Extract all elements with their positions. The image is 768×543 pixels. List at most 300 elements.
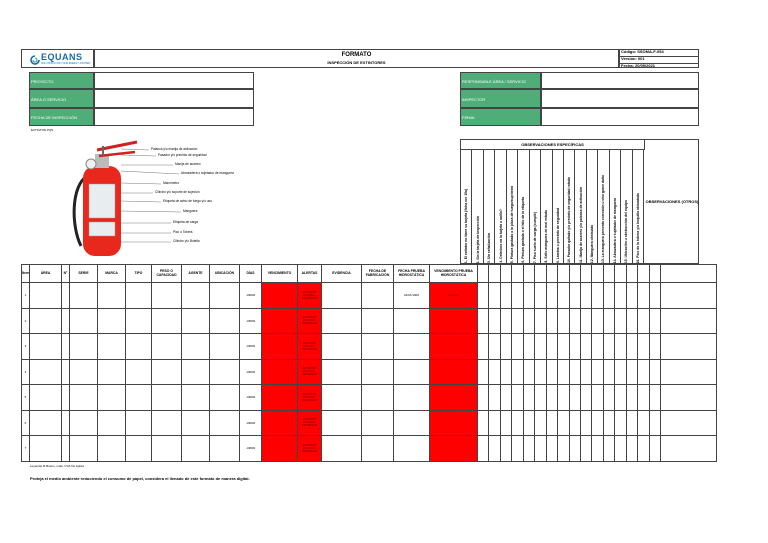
obs-cell[interactable]: [603, 359, 614, 385]
obs-cell[interactable]: [500, 283, 511, 309]
table-cell[interactable]: [62, 359, 70, 385]
table-row: [22, 359, 717, 385]
obs-cell[interactable]: [603, 385, 614, 411]
cell-fecha-ph[interactable]: [394, 410, 430, 436]
table-cell[interactable]: [126, 436, 152, 462]
obs-cell[interactable]: [638, 283, 649, 309]
table-cell[interactable]: [70, 359, 98, 385]
obs-cell[interactable]: [535, 334, 546, 360]
column-header: MARCA: [98, 265, 126, 283]
obs-cell[interactable]: [569, 308, 580, 334]
column-header: ALERTAS: [298, 265, 322, 283]
table-cell[interactable]: [152, 385, 182, 411]
table-cell[interactable]: [322, 308, 362, 334]
table-row: [22, 308, 717, 334]
obs-cell[interactable]: [535, 410, 546, 436]
table-cell[interactable]: [210, 385, 240, 411]
table-cell[interactable]: [210, 308, 240, 334]
obs-cell[interactable]: [569, 359, 580, 385]
obs-cell[interactable]: [569, 436, 580, 462]
table-cell[interactable]: [362, 410, 394, 436]
cell-venc-ph: [430, 385, 478, 411]
obs-cell[interactable]: [603, 283, 614, 309]
header-spacer: [580, 265, 591, 283]
table-row: [22, 334, 717, 360]
cell-fecha-ph[interactable]: [394, 308, 430, 334]
obs-cell[interactable]: [661, 436, 717, 462]
obs-cell[interactable]: [649, 334, 660, 360]
obs-cell[interactable]: [649, 308, 660, 334]
column-header: VENCIMIENTO PRUEBA HIDROSTÁTICA: [430, 265, 478, 283]
cell-fecha-ph[interactable]: 01/01/1900: [394, 283, 430, 309]
obs-cell[interactable]: [546, 385, 557, 411]
obs-column-header: [575, 149, 586, 265]
obs-column-label: 5. Pintura gastada o la placa de fuego/suprimirá: [509, 185, 514, 263]
obs-cell[interactable]: [535, 283, 546, 309]
cell-item: 1: [22, 283, 30, 309]
table-cell[interactable]: [98, 410, 126, 436]
obs-column-header: [541, 149, 552, 265]
obs-cell[interactable]: [478, 308, 489, 334]
table-cell[interactable]: [126, 334, 152, 360]
obs-cell[interactable]: [569, 334, 580, 360]
table-cell[interactable]: [182, 308, 210, 334]
table-cell[interactable]: [322, 283, 362, 309]
obs-column-header: [461, 149, 472, 265]
header-spacer: [512, 265, 523, 283]
obs-cell[interactable]: [661, 308, 717, 334]
column-header: AGENTE: [182, 265, 210, 283]
column-header: EVIDENCIA: [322, 265, 362, 283]
cell-item: 7: [22, 436, 30, 462]
header-codes-cell: [619, 49, 699, 68]
cell-fecha-ph[interactable]: [394, 334, 430, 360]
obs-cell[interactable]: [546, 436, 557, 462]
table-cell[interactable]: [98, 334, 126, 360]
info-label-fecha: FECHA DE INSPECCIÓN: [29, 108, 94, 126]
diagram-label: Pico o Tobera: [173, 230, 193, 234]
table-cell[interactable]: [30, 359, 62, 385]
obs-cell[interactable]: [478, 436, 489, 462]
obs-cell[interactable]: [546, 308, 557, 334]
obs-cell[interactable]: [615, 436, 626, 462]
obs-cell[interactable]: [535, 385, 546, 411]
obs-cell[interactable]: [500, 308, 511, 334]
cell-dias: -43832: [240, 436, 262, 462]
table-cell[interactable]: [126, 283, 152, 309]
table-cell[interactable]: [210, 436, 240, 462]
table-cell[interactable]: [322, 385, 362, 411]
obs-column-label: 15. Ubicación u obstrucción del equipo: [624, 199, 629, 263]
obs-column-header: [621, 149, 632, 265]
obs-cell[interactable]: [569, 385, 580, 411]
column-header: SERIE: [70, 265, 98, 283]
table-cell[interactable]: [70, 436, 98, 462]
obs-cell[interactable]: [546, 283, 557, 309]
obs-cell[interactable]: [535, 359, 546, 385]
cell-fecha-ph[interactable]: [394, 436, 430, 462]
table-cell[interactable]: [98, 436, 126, 462]
obs-cell[interactable]: [512, 283, 523, 309]
table-cell[interactable]: [70, 308, 98, 334]
diagram-label: Etiqueta de carga: [173, 220, 198, 224]
doc-code: Código: SSOMA-F-054: [620, 50, 698, 57]
obs-cell[interactable]: [523, 308, 534, 334]
obs-cell[interactable]: [478, 385, 489, 411]
obs-cell[interactable]: [603, 308, 614, 334]
obs-cell[interactable]: [558, 308, 569, 334]
obs-column-header: [564, 149, 575, 265]
table-cell[interactable]: [362, 385, 394, 411]
obs-cell[interactable]: [500, 334, 511, 360]
obs-cell[interactable]: [500, 359, 511, 385]
obs-cell[interactable]: [523, 334, 534, 360]
obs-cell[interactable]: [580, 334, 591, 360]
obs-cell[interactable]: [535, 308, 546, 334]
obs-cell[interactable]: [615, 334, 626, 360]
obs-cell[interactable]: [615, 410, 626, 436]
table-cell[interactable]: [362, 334, 394, 360]
cell-item: 6: [22, 410, 30, 436]
obs-cell[interactable]: [580, 410, 591, 436]
obs-cell[interactable]: [580, 308, 591, 334]
obs-cell[interactable]: [649, 410, 660, 436]
table-cell[interactable]: [30, 334, 62, 360]
cell-dias: -43832: [240, 385, 262, 411]
obs-cell[interactable]: [558, 436, 569, 462]
extinguisher-table: [21, 264, 717, 462]
cell-alerta: EXTINTOR VENCIDO - RECARGAR: [298, 410, 322, 436]
obs-cell[interactable]: [512, 334, 523, 360]
diagram-label: Manija de acarreo: [175, 162, 201, 166]
obs-cell[interactable]: [638, 308, 649, 334]
obs-cell[interactable]: [615, 359, 626, 385]
diagram-label: Etiqueta de aviso de fuego y/o uso: [163, 199, 212, 203]
cell-item: 3: [22, 334, 30, 360]
column-header: PESO O CAPACIDAD: [152, 265, 182, 283]
page-title: FORMATO: [341, 52, 372, 58]
obs-cell[interactable]: [638, 359, 649, 385]
table-row: [22, 283, 717, 309]
obs-cell[interactable]: [512, 385, 523, 411]
header-spacer: [500, 265, 511, 283]
obs-cell[interactable]: [489, 359, 500, 385]
obs-header-block: [460, 139, 699, 264]
obs-column-header: [507, 149, 518, 265]
column-header: FECHA PRUEBA HIDROSTÁTICA: [394, 265, 430, 283]
obs-cell[interactable]: [512, 359, 523, 385]
doc-version: Versión: 001: [620, 57, 698, 64]
table-cell[interactable]: [182, 410, 210, 436]
obs-cell[interactable]: [512, 308, 523, 334]
obs-cell[interactable]: [626, 359, 637, 385]
cell-venc-ph: [430, 410, 478, 436]
cell-fecha-ph[interactable]: [394, 385, 430, 411]
obs-cell[interactable]: [580, 436, 591, 462]
table-cell[interactable]: [30, 436, 62, 462]
header-title-cell: [94, 49, 619, 68]
obs-cell[interactable]: [615, 283, 626, 309]
obs-cell[interactable]: [523, 283, 534, 309]
obs-cell[interactable]: [478, 410, 489, 436]
obs-cell[interactable]: [558, 359, 569, 385]
table-cell[interactable]: [62, 308, 70, 334]
cell-alerta: EXTINTOR VENCIDO - RECARGAR: [298, 359, 322, 385]
table-cell[interactable]: [30, 308, 62, 334]
info-field-area[interactable]: [94, 89, 254, 108]
obs-cell[interactable]: [626, 283, 637, 309]
obs-cell[interactable]: [592, 283, 603, 309]
table-cell[interactable]: [322, 334, 362, 360]
obs-cell[interactable]: [546, 334, 557, 360]
obs-cell[interactable]: [569, 410, 580, 436]
obs-cell[interactable]: [649, 283, 660, 309]
cell-vencimiento[interactable]: [262, 436, 298, 462]
obs-cell[interactable]: [661, 359, 717, 385]
info-field-firma[interactable]: [541, 108, 699, 126]
table-cell[interactable]: [152, 334, 182, 360]
cell-item: 5: [22, 385, 30, 411]
obs-cell[interactable]: [661, 283, 717, 309]
obs-cell[interactable]: [489, 308, 500, 334]
obs-cell[interactable]: [661, 334, 717, 360]
header-spacer: [535, 265, 546, 283]
obs-cell[interactable]: [500, 436, 511, 462]
header-spacer: [489, 265, 500, 283]
table-cell[interactable]: [152, 308, 182, 334]
obs-cell[interactable]: [478, 334, 489, 360]
diagram-label: Abrazadera o sujetador de manguera: [181, 171, 234, 175]
obs-cell[interactable]: [592, 334, 603, 360]
obs-cell[interactable]: [638, 385, 649, 411]
cell-vencimiento[interactable]: [262, 283, 298, 309]
cell-fecha-ph[interactable]: [394, 359, 430, 385]
diagram-label: Manómetro: [163, 181, 180, 185]
obs-cell[interactable]: [500, 410, 511, 436]
obs-cell[interactable]: [546, 410, 557, 436]
table-cell[interactable]: [98, 385, 126, 411]
obs-column-label: 7. Piso suelo de carga (cumplir): [532, 211, 537, 263]
table-cell[interactable]: [62, 334, 70, 360]
header-spacer: [649, 265, 660, 283]
table-cell[interactable]: [62, 385, 70, 411]
column-header: FECHA DE FABRICACIÓN: [362, 265, 394, 283]
obs-column-header: [484, 149, 495, 265]
obs-cell[interactable]: [615, 308, 626, 334]
brand-tagline: SOLUTIONS FOR YOUR ENERGY JOURNEY: [41, 62, 91, 65]
diagram-label: Manguera: [183, 209, 198, 213]
brand-name: EQUANS: [41, 52, 83, 62]
obs-cell[interactable]: [592, 359, 603, 385]
cell-vencimiento[interactable]: [262, 359, 298, 385]
table-cell[interactable]: [182, 436, 210, 462]
obs-cell[interactable]: [626, 385, 637, 411]
obs-cell[interactable]: [580, 283, 591, 309]
table-cell[interactable]: [210, 410, 240, 436]
info-label-inspector: INSPECTOR: [460, 89, 541, 108]
obs-cell[interactable]: [478, 359, 489, 385]
obs-cell[interactable]: [489, 436, 500, 462]
obs-column-header: [518, 149, 529, 265]
obs-cell[interactable]: [523, 359, 534, 385]
obs-general-title: OBSERVACIONES (OTROS): [645, 199, 699, 205]
table-cell[interactable]: [30, 283, 62, 309]
cell-dias: -43832: [240, 359, 262, 385]
obs-cell[interactable]: [626, 334, 637, 360]
header-spacer: [546, 265, 557, 283]
obs-column-header: [587, 149, 598, 265]
table-cell[interactable]: [126, 359, 152, 385]
obs-cell[interactable]: [500, 385, 511, 411]
obs-cell[interactable]: [638, 334, 649, 360]
cell-venc-ph: [430, 436, 478, 462]
footer-note: Proteja el medio ambiente reduciendo el consumo de papel, considera el llenado de este formato de manera digital.: [30, 476, 250, 481]
obs-cell[interactable]: [638, 410, 649, 436]
obs-cell[interactable]: [638, 436, 649, 462]
obs-cell[interactable]: [626, 308, 637, 334]
info-field-inspector[interactable]: [541, 89, 699, 108]
obs-cell[interactable]: [603, 334, 614, 360]
info-label-proyecto: PROYECTO: [29, 72, 94, 89]
table-cell[interactable]: [362, 359, 394, 385]
header-spacer: [626, 265, 637, 283]
obs-cell[interactable]: [512, 436, 523, 462]
cell-dias: -43832: [240, 410, 262, 436]
table-cell[interactable]: [182, 334, 210, 360]
obs-cell[interactable]: [661, 385, 717, 411]
table-cell[interactable]: [152, 283, 182, 309]
obs-cell[interactable]: [603, 410, 614, 436]
info-field-proyecto[interactable]: [94, 72, 254, 89]
cell-vencimiento[interactable]: [262, 410, 298, 436]
cell-venc-ph: [430, 359, 478, 385]
table-cell[interactable]: [70, 334, 98, 360]
diagram-label: Cilindro y/o Botella: [173, 239, 200, 243]
header-spacer: [638, 265, 649, 283]
table-cell[interactable]: [362, 308, 394, 334]
table-cell[interactable]: [182, 385, 210, 411]
logo-icon: [30, 52, 40, 62]
table-cell[interactable]: [362, 436, 394, 462]
obs-cell[interactable]: [569, 283, 580, 309]
cell-venc-ph: [430, 308, 478, 334]
header-spacer: [615, 265, 626, 283]
table-cell[interactable]: [62, 283, 70, 309]
obs-cell[interactable]: [592, 308, 603, 334]
obs-column-header: [472, 149, 483, 265]
obs-column-label: 9. Lámina o precinto de seguridad: [555, 207, 560, 263]
table-cell[interactable]: [98, 283, 126, 309]
diagram-label: Palanca y/o manija de activación: [151, 147, 198, 151]
table-cell[interactable]: [152, 359, 182, 385]
table-cell[interactable]: [182, 359, 210, 385]
header-spacer: [523, 265, 534, 283]
obs-cell[interactable]: [489, 410, 500, 436]
table-cell[interactable]: [62, 410, 70, 436]
obs-column-header: [553, 149, 564, 265]
obs-cell[interactable]: [558, 334, 569, 360]
obs-cell[interactable]: [558, 385, 569, 411]
obs-column-label: 12. Manguera obstruida: [590, 224, 595, 263]
table-row: [22, 410, 717, 436]
table-cell[interactable]: [126, 308, 152, 334]
table-cell[interactable]: [362, 283, 394, 309]
cell-alerta: EXTINTOR VENCIDO - RECARGAR: [298, 334, 322, 360]
table-cell[interactable]: [182, 283, 210, 309]
obs-cell[interactable]: [649, 359, 660, 385]
obs-cell[interactable]: [478, 283, 489, 309]
table-cell[interactable]: [152, 436, 182, 462]
table-cell[interactable]: [98, 359, 126, 385]
cell-vencimiento[interactable]: [262, 385, 298, 411]
table-cell[interactable]: [62, 436, 70, 462]
obs-cell[interactable]: [512, 410, 523, 436]
obs-column-label: 6. Pintura gastada o el hilo de la etiqueta: [521, 197, 526, 263]
obs-cell[interactable]: [523, 385, 534, 411]
obs-cell[interactable]: [592, 385, 603, 411]
table-cell[interactable]: [70, 410, 98, 436]
table-cell[interactable]: [322, 410, 362, 436]
obs-cell[interactable]: [535, 436, 546, 462]
table-cell[interactable]: [126, 385, 152, 411]
table-cell[interactable]: [322, 359, 362, 385]
obs-cell[interactable]: [489, 283, 500, 309]
obs-cell[interactable]: [661, 410, 717, 436]
obs-cell[interactable]: [489, 385, 500, 411]
header-logo-cell: [21, 49, 94, 68]
obs-cell[interactable]: [626, 410, 637, 436]
obs-cell[interactable]: [603, 436, 614, 462]
table-cell[interactable]: [210, 283, 240, 309]
table-cell[interactable]: [70, 283, 98, 309]
obs-cell[interactable]: [546, 359, 557, 385]
info-field-responsable[interactable]: [541, 72, 699, 89]
table-cell[interactable]: [70, 385, 98, 411]
obs-cell[interactable]: [592, 410, 603, 436]
obs-cell[interactable]: [558, 283, 569, 309]
obs-cell[interactable]: [523, 436, 534, 462]
obs-cell[interactable]: [649, 436, 660, 462]
table-cell[interactable]: [98, 308, 126, 334]
obs-cell[interactable]: [592, 436, 603, 462]
cell-alerta: EXTINTOR VENCIDO - RECARGAR: [298, 283, 322, 309]
obs-cell[interactable]: [615, 385, 626, 411]
obs-cell[interactable]: [626, 436, 637, 462]
obs-cell[interactable]: [489, 334, 500, 360]
header-spacer: [558, 265, 569, 283]
info-field-fecha[interactable]: [94, 108, 254, 126]
obs-cell[interactable]: [558, 410, 569, 436]
obs-cell[interactable]: [649, 385, 660, 411]
obs-cell[interactable]: [580, 359, 591, 385]
table-cell[interactable]: [322, 436, 362, 462]
table-cell[interactable]: [30, 410, 62, 436]
obs-cell[interactable]: [580, 385, 591, 411]
column-header: VENCIMIENTO: [262, 265, 298, 283]
table-cell[interactable]: [126, 410, 152, 436]
cell-vencimiento[interactable]: [262, 308, 298, 334]
table-cell[interactable]: [152, 410, 182, 436]
obs-column-header: [633, 149, 644, 265]
table-cell[interactable]: [210, 334, 240, 360]
table-cell[interactable]: [30, 385, 62, 411]
cell-vencimiento[interactable]: [262, 334, 298, 360]
header-spacer: [592, 265, 603, 283]
obs-title: OBSERVACIONES ESPECÍFICAS: [461, 140, 645, 150]
obs-cell[interactable]: [523, 410, 534, 436]
obs-column-label: 2. Sin la tarjeta de inspección: [475, 215, 480, 263]
table-cell[interactable]: [210, 359, 240, 385]
